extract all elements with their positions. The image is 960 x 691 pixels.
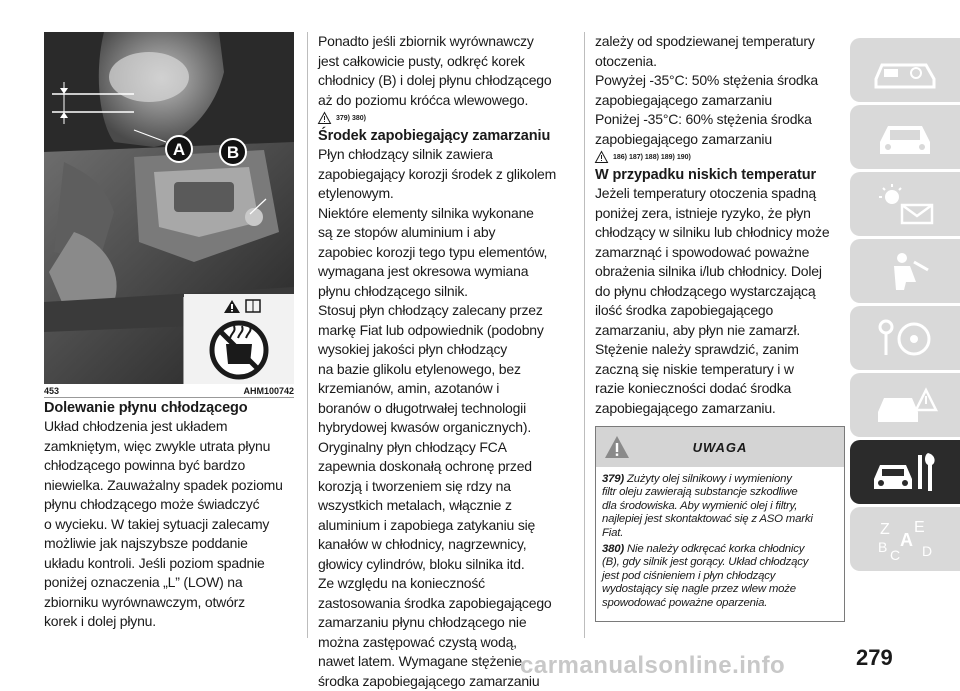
label-b: B bbox=[226, 143, 240, 162]
figure-caption bbox=[44, 384, 294, 398]
figure-code: AHM100742 bbox=[243, 386, 294, 396]
heading-low-temperatures: W przypadku niskich temperatur bbox=[595, 167, 816, 183]
column-middle bbox=[318, 32, 573, 691]
tab-service-maintenance[interactable] bbox=[850, 440, 960, 504]
warning-note: 379) Zużyty olej silnikowy i wymieniony filtr oleju zawierają substancje szkodliwe dla środowiska. Aby wymienić olej i filtry, najlepiej jest skontaktować się z ASO marki Fiat. bbox=[602, 473, 813, 539]
column-divider bbox=[584, 32, 585, 638]
warning-references: 186) 187) 188) 189) 190) bbox=[595, 150, 845, 164]
coolant-top-up-text: Układ chłodzenia jest układem zamkniętym, więc zwykle utrata płynu chłodzącego powinna być bardzo niewielka. Zauważalny spadek poziomu płynu chłodzącego może świadczyć o wycieku. W takiej sytuacji zalecamy możliwie jak najszybsze poddanie układu kontroli. Jeśli poziom spadnie poniżej oznaczenia „L” (LOW) na zbiorniku wyrównawczym, otwórz korek i dolej płynu. bbox=[44, 418, 283, 629]
technical-data-letters-icon bbox=[870, 516, 940, 562]
heading-coolant-top-up: Dolewanie płynu chłodzącego bbox=[44, 400, 248, 416]
warning-note: 380) Nie należy odkręcać korka chłodnicy (B), gdy silnik jest gorący. Układ chłodzący jest pod ciśnieniem i płyn chłodzący wydostający się nagle przez wlew może spowodować poważne oparzenia. bbox=[602, 543, 809, 609]
car-warning-icon bbox=[870, 382, 940, 428]
light-message-icon bbox=[870, 181, 940, 227]
tab-dashboard[interactable] bbox=[850, 38, 960, 102]
key-steering-icon bbox=[870, 315, 940, 361]
watermark: carmanualsonline.info bbox=[520, 652, 786, 679]
car-dashboard-icon bbox=[870, 47, 940, 93]
letter: D bbox=[922, 543, 933, 559]
warning-header bbox=[596, 427, 844, 467]
label-a: A bbox=[172, 140, 186, 159]
radiator-cap-text: Ponadto jeśli zbiornik wyrównawczy jest całkowicie pusty, odkręć korek chłodnicy (B) i dolej płynu chłodzącego aż do poziomu króćca wlewowego. bbox=[318, 33, 552, 108]
column-divider bbox=[307, 32, 308, 638]
engine-photo-illustration bbox=[44, 32, 294, 384]
letter: A bbox=[900, 530, 913, 550]
tab-lights-messages[interactable] bbox=[850, 172, 960, 236]
letter: E bbox=[914, 519, 925, 536]
concentration-text: zależy od spodziewanej temperatury otoczenia. Powyżej -35°C: 50% stężenia środka zapobiegającego zamarzaniu Poniżej -35°C: 60% stężenia środka zapobiegającego zamarzaniu bbox=[595, 33, 818, 147]
warning-triangle-icon bbox=[318, 112, 331, 124]
letter: B bbox=[878, 539, 888, 555]
letter: C bbox=[890, 547, 901, 563]
chapter-tabs bbox=[850, 38, 960, 574]
tab-starting-driving[interactable] bbox=[850, 306, 960, 370]
engine-figure bbox=[44, 32, 294, 384]
figure-number: 453 bbox=[44, 386, 60, 396]
antifreeze-text: Płyn chłodzący silnik zawiera zapobiegający korozji środek z glikolem etylenowym. Niektóre elementy silnika wykonane są ze stopów aluminium i aby zapobiec korozji tego typu elementów, wymagana jest okresowa wymiana płynu chłodzącego silnik. Stosuj płyn chłodzący zalecany przez markę Fiat lub odpowiednik (podobny wysokiej jakości płyn chłodzący na bazie glikolu etylenowego, bez krzemianów, amin, azotanów i boranów o długotrwałej technologii hybrydowej kwasów organicznych). Oryginalny płyn chłodzący FCA zapewnia doskonałą ochronę przed korozją i tworzeniem się rdzy na wszystkich metalach, włącznie z aluminium i zapobiega zatykaniu się kanałów w chłodnicy, nagrzewnicy, głowicy cylindrów, bloku silnika itd. Ze względu na konieczność zastosowania środka zapobiegającego zamarzaniu płynu chłodzącego nie można zastępować czystą wodą, nawet latem. Wymagane stężenie środka zapobiegającego zamarzaniu bbox=[318, 146, 557, 689]
heading-antifreeze: Środek zapobiegający zamarzaniu bbox=[318, 128, 551, 144]
warning-triangle-icon bbox=[604, 434, 630, 460]
column-left bbox=[44, 32, 294, 632]
letter: Z bbox=[880, 521, 890, 538]
tab-technical-data[interactable] bbox=[850, 507, 960, 571]
no-open-hot-cap-icon bbox=[212, 323, 266, 377]
warning-references: 379) 380) bbox=[318, 111, 573, 125]
car-front-icon bbox=[870, 114, 940, 160]
warning-triangle-icon bbox=[595, 151, 608, 163]
tab-car-front[interactable] bbox=[850, 105, 960, 169]
warning-title: UWAGA bbox=[692, 439, 748, 455]
tab-safety[interactable] bbox=[850, 239, 960, 303]
low-temperatures-text: Jeżeli temperatury otoczenia spadną poniżej zera, istnieje ryzyko, że płyn chłodzący w silniku lub chłodnicy może zamarznąć i spowodować poważne obrażenia silnika i/lub chłodnicy. Dolej do płynu chłodzącego wystarczającą ilość środka zapobiegającego zamarzaniu, aby płyn nie zamarzł. Stężenie należy sprawdzić, zanim zaczną się niskie temperatury i w razie konieczności dodać środka zapobiegającego zamarzaniu. bbox=[595, 185, 830, 416]
tab-emergency[interactable] bbox=[850, 373, 960, 437]
car-service-tools-icon bbox=[870, 449, 940, 495]
airbag-seat-icon bbox=[870, 248, 940, 294]
page-number: 279 bbox=[856, 645, 893, 670]
warning-notes bbox=[596, 467, 844, 621]
warning-box bbox=[595, 426, 845, 622]
column-right bbox=[595, 32, 845, 622]
